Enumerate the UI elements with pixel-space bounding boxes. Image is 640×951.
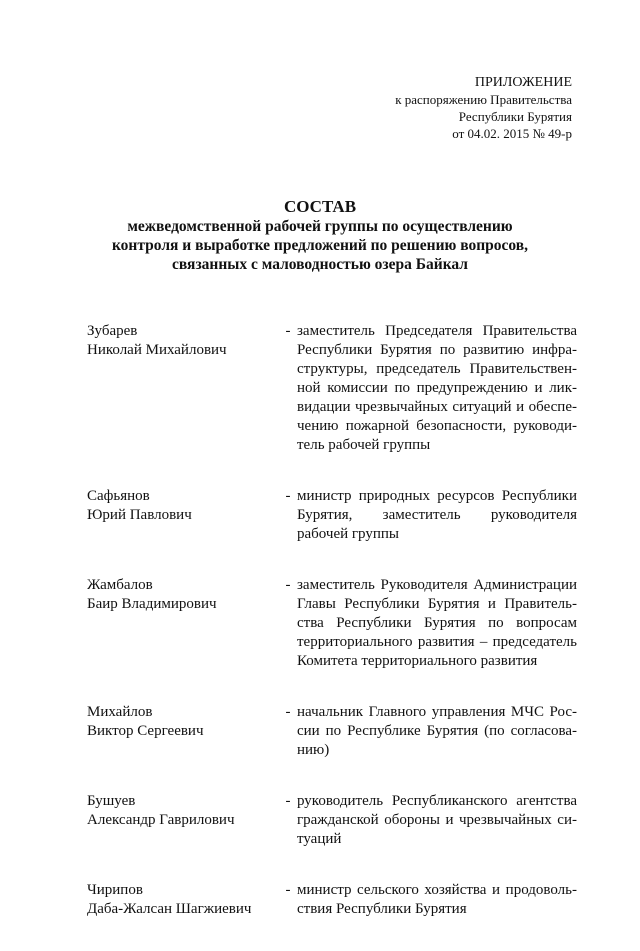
- member-dash: -: [285, 577, 291, 593]
- member-surname: Бушуев: [87, 793, 136, 809]
- member-surname: Михайлов: [87, 704, 153, 720]
- member-dash: -: [285, 323, 291, 339]
- member-given-name: Николай Михайлович: [87, 342, 227, 358]
- member-role: заместитель Председателя Правительства Республики Бурятия по развитию инфраструктуры, председатель Правительственной комиссии по предупреждению и ликвидации чрезвычайных ситуаций и обеспечению пожарной безопасности, руководитель рабочей группы: [297, 323, 577, 453]
- member-role: начальник Главного управления МЧС России по Республике Бурятия (по согласованию): [297, 704, 577, 758]
- document-title: СОСТАВ: [283, 197, 357, 216]
- appendix-line-order: к распоряжению Правительства: [395, 92, 572, 107]
- member-name: [87, 881, 279, 919]
- document-heading: [0, 197, 640, 274]
- member-role: заместитель Руководителя Администрации Главы Республики Бурятия и Правительства Республики Бурятия по вопросам территориального развития – председатель Комитета территориального развития: [297, 577, 577, 669]
- member-entry: [87, 487, 577, 544]
- appendix-line-date: от 04.02. 2015 № 49-р: [452, 126, 572, 141]
- member-dash: -: [285, 882, 291, 898]
- member-given-name: Юрий Павлович: [87, 507, 192, 523]
- member-surname: Сафьянов: [87, 488, 150, 504]
- member-entry: [87, 703, 577, 760]
- appendix-line-republic: Республики Бурятия: [458, 109, 572, 124]
- member-role: министр сельского хозяйства и продовольствия Республики Бурятия: [297, 882, 577, 917]
- member-role: министр природных ресурсов Республики Бурятия, заместитель руководителя рабочей группы: [297, 488, 577, 542]
- member-entry: [87, 792, 577, 849]
- member-surname: Чирипов: [87, 882, 143, 898]
- subtitle-line: межведомственной рабочей группы по осуществлению: [127, 218, 513, 235]
- member-surname: Жамбалов: [87, 577, 153, 593]
- member-dash: -: [285, 704, 291, 720]
- member-role: руководитель Республиканского агентства гражданской обороны и чрезвычайных ситуаций: [297, 793, 577, 847]
- members-list: [87, 322, 577, 951]
- member-name: [87, 576, 279, 671]
- document-subtitle: [0, 217, 640, 274]
- member-name: [87, 322, 279, 455]
- subtitle-line: контроля и выработке предложений по решению вопросов,: [111, 237, 529, 254]
- member-given-name: Александр Гаврилович: [87, 812, 235, 828]
- member-given-name: Даба-Жалсан Шагжиевич: [87, 901, 252, 917]
- member-name: [87, 703, 279, 760]
- member-dash: -: [285, 488, 291, 504]
- member-entry: [87, 881, 577, 919]
- member-given-name: Виктор Сергеевич: [87, 723, 204, 739]
- subtitle-line: связанных с маловодностью озера Байкал: [172, 256, 468, 273]
- member-name: [87, 487, 279, 544]
- member-name: [87, 792, 279, 849]
- appendix-label: ПРИЛОЖЕНИЕ: [474, 75, 572, 90]
- member-given-name: Баир Владимирович: [87, 596, 217, 612]
- member-entry: [87, 576, 577, 671]
- member-dash: -: [285, 793, 291, 809]
- member-surname: Зубарев: [87, 323, 138, 339]
- appendix-block: [395, 74, 572, 142]
- member-entry: [87, 322, 577, 455]
